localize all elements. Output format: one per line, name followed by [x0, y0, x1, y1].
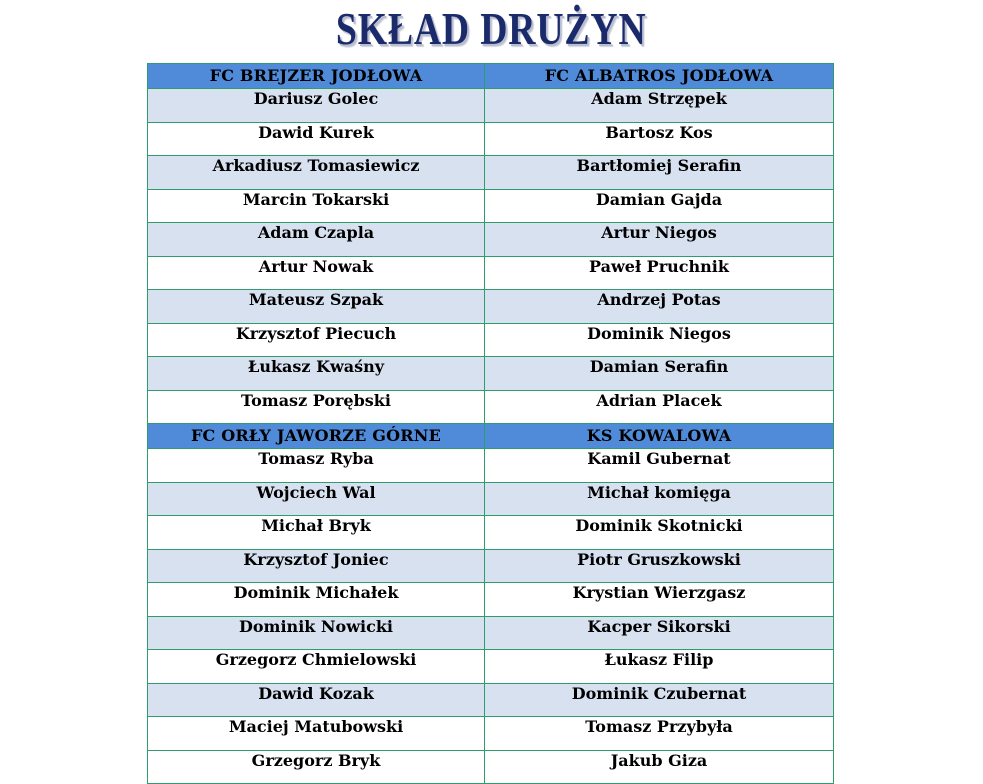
table-row — [148, 122, 834, 156]
player-name: Michał komięga — [485, 482, 834, 516]
team-rosters-table — [147, 63, 834, 784]
player-name: Tomasz Przybyła — [485, 717, 834, 751]
player-name: Andrzej Potas — [485, 290, 834, 324]
player-name: Łukasz Filip — [485, 650, 834, 684]
table-row — [148, 156, 834, 190]
table-row — [148, 583, 834, 617]
table-row — [148, 189, 834, 223]
player-name: Piotr Gruszkowski — [485, 549, 834, 583]
player-name: Kamil Gubernat — [485, 449, 834, 483]
page-title: SKŁAD DRUŻYN — [335, 3, 647, 54]
team-header-row — [148, 424, 834, 449]
player-name: Tomasz Porębski — [148, 390, 485, 424]
player-name: Bartłomiej Serafin — [485, 156, 834, 190]
table-row — [148, 323, 834, 357]
team-header-row — [148, 64, 834, 89]
player-name: Tomasz Ryba — [148, 449, 485, 483]
table-row — [148, 549, 834, 583]
player-name: Artur Niegos — [485, 223, 834, 257]
table-row — [148, 516, 834, 550]
player-name: Michał Bryk — [148, 516, 485, 550]
player-name: Grzegorz Bryk — [148, 750, 485, 784]
player-name: Marcin Tokarski — [148, 189, 485, 223]
player-name: Krzysztof Piecuch — [148, 323, 485, 357]
table-row — [148, 290, 834, 324]
player-name: Artur Nowak — [148, 256, 485, 290]
player-name: Dominik Czubernat — [485, 683, 834, 717]
player-name: Arkadiusz Tomasiewicz — [148, 156, 485, 190]
team-name: FC BREJZER JODŁOWA — [148, 64, 485, 89]
player-name: Damian Gajda — [485, 189, 834, 223]
table-row — [148, 449, 834, 483]
table-row — [148, 482, 834, 516]
player-name: Dominik Skotnicki — [485, 516, 834, 550]
player-name: Kacper Sikorski — [485, 616, 834, 650]
player-name: Damian Serafin — [485, 357, 834, 391]
player-name: Dominik Nowicki — [148, 616, 485, 650]
player-name: Dawid Kurek — [148, 122, 485, 156]
table-row — [148, 256, 834, 290]
player-name: Adam Strzępek — [485, 89, 834, 123]
player-name: Adam Czapla — [148, 223, 485, 257]
table-row — [148, 683, 834, 717]
player-name: Maciej Matubowski — [148, 717, 485, 751]
player-name: Dominik Niegos — [485, 323, 834, 357]
player-name: Mateusz Szpak — [148, 290, 485, 324]
player-name: Dariusz Golec — [148, 89, 485, 123]
table-row — [148, 750, 834, 784]
player-name: Grzegorz Chmielowski — [148, 650, 485, 684]
player-name: Jakub Giza — [485, 750, 834, 784]
table-row — [148, 390, 834, 424]
player-name: Adrian Placek — [485, 390, 834, 424]
player-name: Paweł Pruchnik — [485, 256, 834, 290]
player-name: Dominik Michałek — [148, 583, 485, 617]
table-row — [148, 650, 834, 684]
player-name: Łukasz Kwaśny — [148, 357, 485, 391]
player-name: Krzysztof Joniec — [148, 549, 485, 583]
table-row — [148, 223, 834, 257]
player-name: Bartosz Kos — [485, 122, 834, 156]
table-row — [148, 717, 834, 751]
team-name: FC ORŁY JAWORZE GÓRNE — [148, 424, 485, 449]
table-row — [148, 616, 834, 650]
team-name: KS KOWALOWA — [485, 424, 834, 449]
team-name: FC ALBATROS JODŁOWA — [485, 64, 834, 89]
player-name: Krystian Wierzgasz — [485, 583, 834, 617]
table-row — [148, 357, 834, 391]
table-row — [148, 89, 834, 123]
player-name: Dawid Kozak — [148, 683, 485, 717]
player-name: Wojciech Wal — [148, 482, 485, 516]
